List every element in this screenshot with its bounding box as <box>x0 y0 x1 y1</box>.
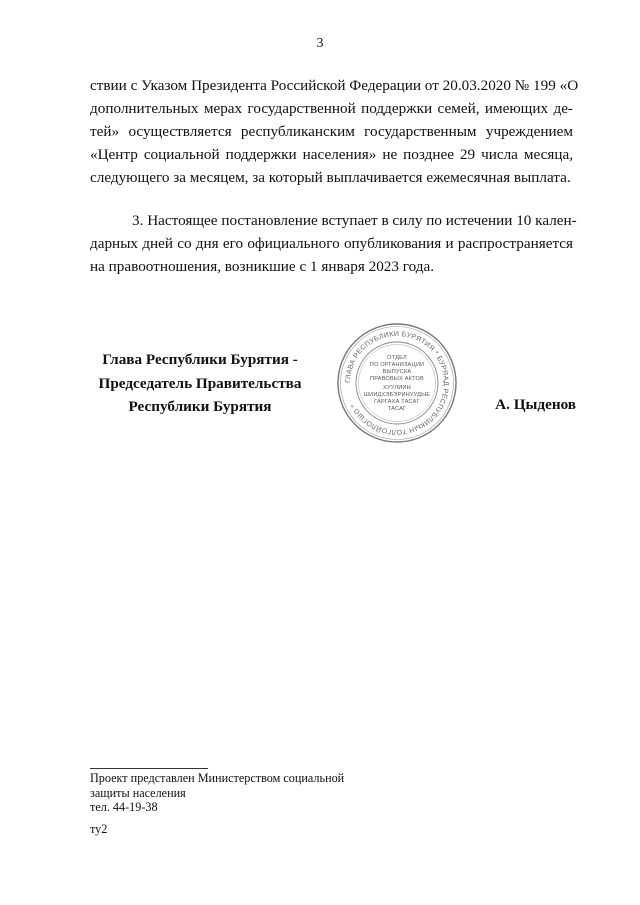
paragraph-line: на правоотношения, возникшие с 1 января 2023 года. <box>90 258 435 275</box>
signatory-title-line: Глава Республики Бурятия - <box>102 351 298 368</box>
seal-ring-text: ГЛАВА РЕСПУБЛИКИ БУРЯТИЯ * БУРЯАД РЕСПУБЛИКЫН ТОЛГОЙЛОГШО * <box>344 330 450 436</box>
paragraph-continuation <box>90 74 579 189</box>
seal-center-line: ВЫПУСКА <box>382 369 412 375</box>
paragraph-item-3 <box>90 209 577 278</box>
seal-center-line: ОТДЕЛ <box>387 355 407 361</box>
seal-center-line: ТАСАГ <box>387 406 407 412</box>
paragraph-line: дарных дней со дня его официального опубликования и распространяется <box>90 235 573 252</box>
document-code: ту2 <box>90 822 108 836</box>
footnote-divider <box>90 768 208 769</box>
paragraph-line: дополнительных мерах государственной поддержки семей, имеющих де- <box>90 100 573 117</box>
paragraph-line: ствии с Указом Президента Российской Федерации от 20.03.2020 № 199 «О <box>90 77 579 94</box>
page-number: 3 <box>316 36 324 51</box>
signatory-name: А. Цыденов <box>495 396 576 413</box>
signatory-title-line: Председатель Правительства <box>98 374 302 392</box>
seal-graphic <box>336 322 458 444</box>
official-seal-stamp <box>336 322 458 444</box>
paragraph-line: 3. Настоящее постановление вступает в силу по истечении 10 кален- <box>132 212 577 229</box>
paragraph-line: следующего за месяцем, за который выплачивается ежемесячная выплата. <box>90 169 571 186</box>
seal-center-line: ПО ОРГАНИЗАЦИИ <box>369 362 425 368</box>
signatory-title-line: Республики Бурятия <box>128 398 272 415</box>
footnote-line: Проект представлен Министерством социальной <box>90 771 345 785</box>
paragraph-line: «Центр социальной поддержки населения» не позднее 29 числа месяца, <box>90 146 573 163</box>
seal-center-line: ШИИДХЭБЭРИНУУДЫЕ <box>363 392 431 398</box>
signatory-title <box>90 348 310 419</box>
paragraph-line: тей» осуществляется республиканским государственным учреждением <box>90 123 573 140</box>
footnote <box>90 771 344 815</box>
seal-center-line: ГАРГАХА ТАСАГ <box>374 399 420 405</box>
seal-center-line: ХУУЛИИН <box>383 385 411 391</box>
footnote-line: тел. 44-19-38 <box>90 800 158 814</box>
seal-center-line: ПРАВОВЫХ АКТОВ <box>369 376 424 382</box>
footnote-line: защиты населения <box>90 785 186 800</box>
